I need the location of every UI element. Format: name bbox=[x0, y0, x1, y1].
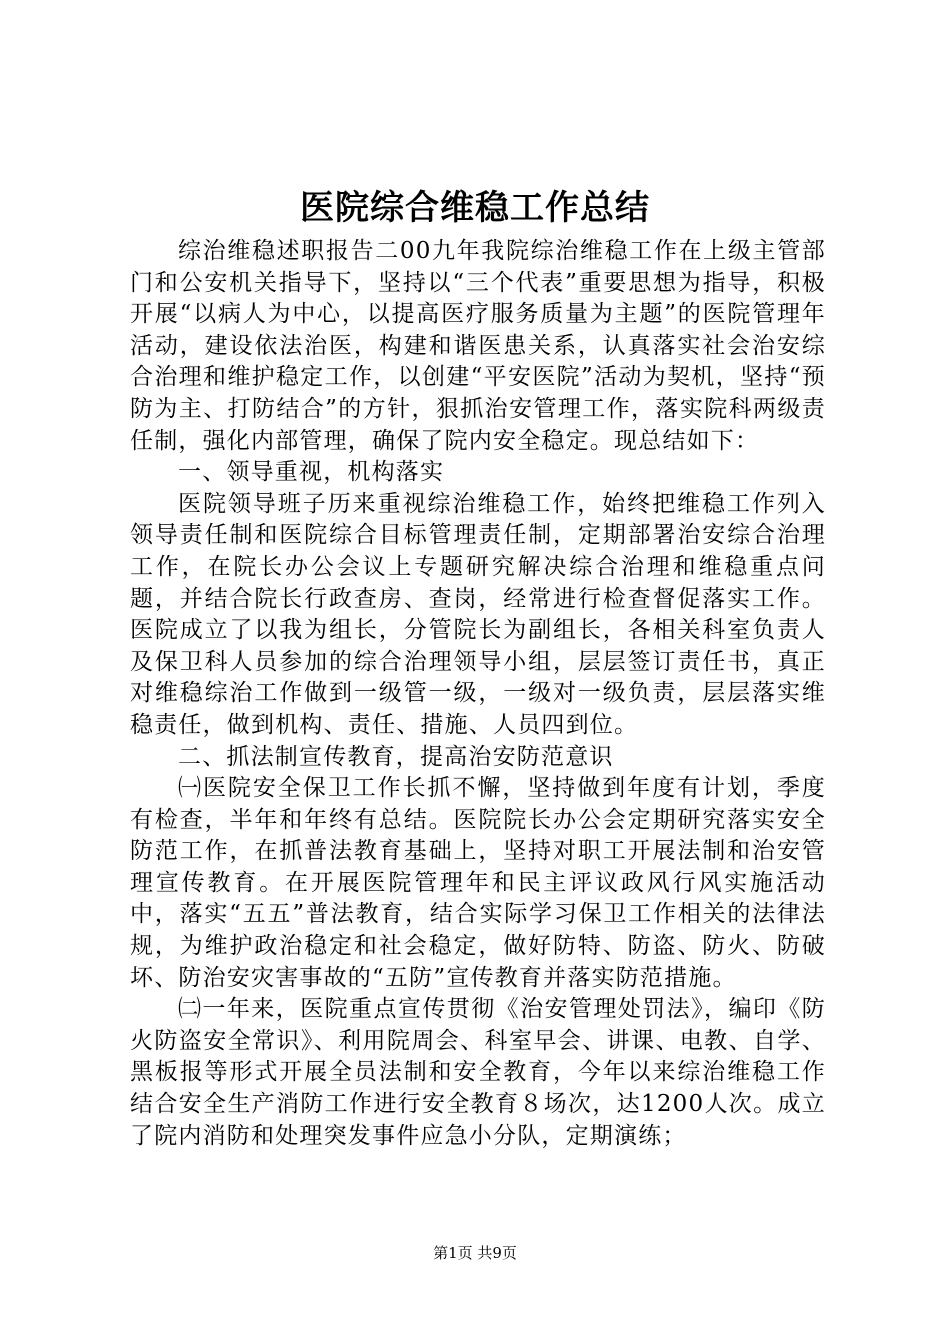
document-body bbox=[130, 236, 826, 1152]
section-2-paragraph-1: ㈠医院安全保卫工作长抓不懈，坚持做到年度有计划，季度有检查，半年和年终有总结。医院院长办公会定期研究落实安全防范工作，在抓普法教育基础上，坚持对职工开展法制和治安管理宣传教育。在开展医院管理年和民主评议政风行风实施活动中，落实“五五”普法教育，结合实际学习保卫工作相关的法律法规，为维护政治稳定和社会稳定，做好防特、防盗、防火、防破坏、防治安灾害事故的“五防”宣传教育并落实防范措施。 bbox=[130, 775, 826, 991]
intro-paragraph: 综治维稳述职报告二00九年我院综治维稳工作在上级主管部门和公安机关指导下，坚持以“三个代表”重要思想为指导，积极开展“以病人为中心，以提高医疗服务质量为主题”的医院管理年活动，建设依法治医，构建和谐医患关系，认真落实社会治安综合治理和维护稳定工作，以创建“平安医院”活动为契机，坚持“预防为主、打防结合”的方针，狠抓治安管理工作，落实院科两级责任制，强化内部管理，确保了院内安全稳定。现总结如下： bbox=[130, 238, 826, 454]
page-number-footer: 第1页 共9页 bbox=[433, 1244, 517, 1262]
section-heading-2: 二、抓法制宣传教育，提高治安防范意识 bbox=[178, 743, 614, 770]
section-2-paragraph-2: ㈡一年来，医院重点宣传贯彻《治安管理处罚法》，编印《防火防盗安全常识》、利用院周会、科室早会、讲课、电教、自学、黑板报等形式开展全员法制和安全教育，今年以来综治维稳工作结合安全生产消防工作进行安全教育８场次，达1200人次。成立了院内消防和处理突发事件应急小分队，定期演练； bbox=[130, 996, 826, 1149]
document-title: 医院综合维稳工作总结 bbox=[300, 188, 650, 228]
section-1-paragraph: 医院领导班子历来重视综治维稳工作，始终把维稳工作列入领导责任制和医院综合目标管理责任制，定期部署治安综合治理工作，在院长办公会议上专题研究解决综合治理和维稳重点问题，并结合院长行政查房、查岗，经常进行检查督促落实工作。医院成立了以我为组长，分管院长为副组长，各相关科室负责人及保卫科人员参加的综合治理领导小组，层层签订责任书，真正对维稳综治工作做到一级管一级，一级对一级负责，层层落实维稳责任，做到机构、责任、措施、人员四到位。 bbox=[130, 490, 826, 738]
section-heading-1: 一、领导重视，机构落实 bbox=[178, 459, 445, 486]
